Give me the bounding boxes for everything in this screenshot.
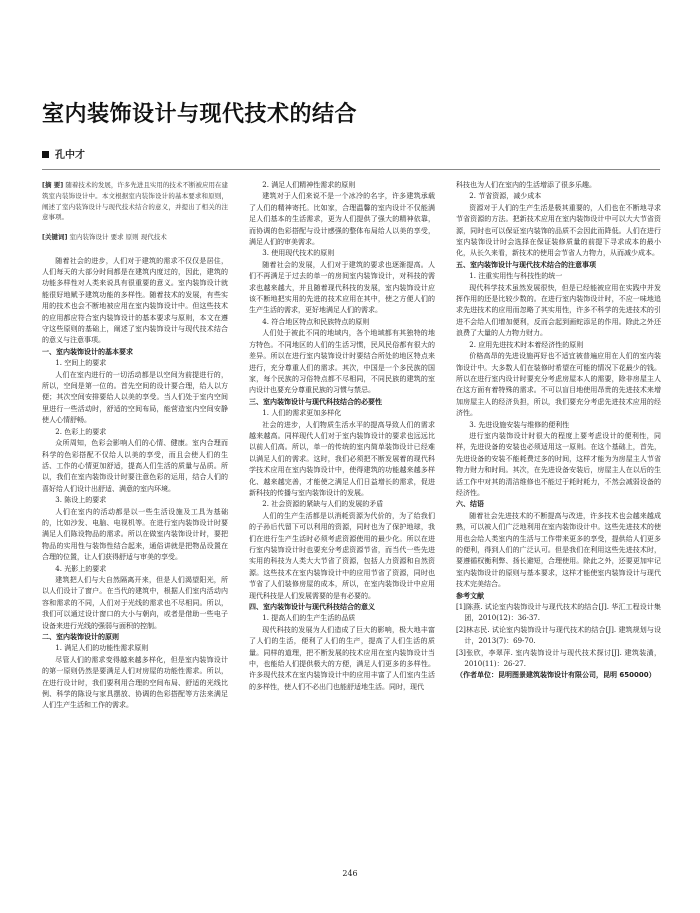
subsection-heading: 3. 先进设施安装与维修的便利性: [469, 420, 570, 429]
paragraph: 人们在室内进行的一切活动都是以空间为前提进行的，所以，空间是第一位的。首先空间的设计要合理，给人以方便；其次空间安排要给人以美的享受。当人们处于室内空间里进行一些活动时，舒适的空间布局，能营造室内空间安静使人心情舒畅。: [42, 370, 228, 425]
subsection-heading: 1. 人们的需求更加多样化: [262, 409, 342, 418]
subsection-heading: 2. 社会资源的紧缺与人们的发展的矛盾: [262, 500, 384, 509]
paragraph: 建筑对于人们来说不是一个冰冷的名字，许多建筑承载了人们的精神寄托。比如家，合理温馨的室内设计不仅能满足人们基本的生活需求，更为人们提供了强大的精神依靠，而协调的色彩搭配与设计感强的整体布局给人以美的享受，满足人们的审美需求。: [249, 192, 435, 247]
subsection-heading: 2. 色彩上的要求: [55, 427, 107, 436]
subsection-heading: 2. 应用先进技术时本着经济性的原则: [469, 340, 584, 349]
paragraph: 现代科技的发展为人们造成了巨大的影响，极大地丰富了人们的生活，便利了人们的生产，提高了人们生活的质量。同样的道理，把不断发展的技术应用在室内装饰设计当中，也能给人们提供极大的方便，满足人们更多的多样性。许多现代技术在室内装饰设计中的应用丰富了人们室内生活的多样性，使人们不必出门也能舒适地生活。同时，现代: [249, 625, 435, 691]
section-heading: 一、室内装饰设计的基本要求: [42, 347, 133, 356]
paragraph: 价格高昂的先进设施再好也不适宜被普遍应用在人们的室内装饰设计中。大多数人们在装修时希望在可能的情况下花最少的钱。所以在进行室内设计时要充分考虑房屋本人的需要，除非房屋主人在这方面有着特殊的需求。不可以盲目地使用昂贵的先进技术来增加房屋主人的经济负担，所以，我们要充分考虑先进技术应用的经济性。: [456, 352, 661, 418]
author-name: 孔中才: [55, 150, 85, 161]
column-1: [42, 180, 228, 870]
abstract-label: [摘 要]: [42, 181, 64, 189]
subsection-heading: 1. 注重实用性与科技性的统一: [469, 272, 563, 281]
column-1-body: [42, 256, 228, 712]
paragraph: 社会的进步，人们物质生活水平的提高导致人们的需求越来越高。同样现代人们对于室内装饰设计的要求也远远比以前人们高。所以，单一的传统的室内简单装饰设计已经难以满足人们的需求。这时，我们必须把不断发展着的现代科学技术应用在室内装饰设计中，使得建筑的功能越来越多样化、越来越完善，才能使之满足人们日益增长的需求，促进新科技的传播与室内装饰设计的发展。: [249, 420, 435, 497]
paragraph: 现代科学技术虽然发展很快，但是已经能被应用在实践中并发挥作用的还是比较少数的。在进行室内装饰设计时，不应一味地追求先进技术的应用而忽略了其实用性，许多不科学的先进技术的引进不会给人们增加便利，反而会起到画蛇添足的作用。除此之外还浪费了大量的人力物力财力。: [456, 283, 661, 338]
subsection-heading: 4. 符合地区特点和民族特点的原则: [262, 317, 370, 326]
subsection-heading: 1. 提高人们的生产生活的品质: [262, 614, 356, 623]
reference-item: [2]林志民. 试论室内装饰设计与现代技术的结合[J]. 建筑规划与设计，2013(7)：69-70.: [456, 625, 661, 646]
subsection-heading: 3. 陈设上的要求: [55, 496, 107, 505]
title-divider: [42, 169, 660, 170]
paragraph: 随着社会先进技术的不断提高与改进，许多技术也会越来越成熟，可以被人们广泛地利用在室内装饰设计中。这些先进技术的使用也会给人类室内的生活与工作带来更多的享受，提供给人们更多的便利，得到人们的广泛认可。但是我们在利用这些先进技术时，要遵循权衡利弊、扬长避短，合理使用。除此之外，还要更加牢记室内装饰设计的原则与基本要求，这样才能使室内装饰设计与现代技术完美结合。: [456, 511, 661, 589]
paragraph: 人们的生产生活都是以消耗资源为代价的，为了给我们的子孙后代留下可以利用的资源，同时也为了保护地球，我们在进行生产生活时必须考虑资源使用的最少化。所以在进行室内装饰设计时也要充分考虑资源节省，而当代一些先进实用的科技为人类大大节省了资源，包括人力资源和自然资源。这些技术在室内装饰设计中的应用节省了资源，同时也节省了人们装修房屋的成本，所以，在室内装饰设计中应用现代科技是人们发展需要的是有必要的。: [249, 511, 435, 600]
abstract-text: 随着技术的发展，许多先进且实用的技术不断被应用在建筑室内装饰设计中。本文根据室内装饰设计的基本要求和原则，阐述了室内装饰设计与现代技术结合的意义，并提出了相关的注意事项。: [42, 181, 228, 222]
keywords-label: [关键词]: [42, 233, 68, 242]
square-bullet-icon: [42, 151, 49, 158]
paragraph: 建筑把人们与大自然隔离开来，但是人们渴望阳光，所以人们设计了窗户。在当代的建筑中，根据人们室内活动内容和需求的不同，人们对于光线的需求也不尽相同。所以，我们可以通过设计窗口的大小与朝向，或者是借助一些电子设备来进行光线的强弱与面积的控制。: [42, 575, 228, 630]
subsection-heading: 3. 使用现代技术的原则: [262, 249, 335, 258]
paragraph: 人们处于被此不同的地域内，各个地域都有其独特的地方特色。不同地区的人们的生活习惯，民风民俗都有很大的差异。所以在进行室内装饰设计时要结合所处的地区特点来进行，充分尊重人们的需求。其次，中国是一个多民族的国家，每个民族的习俗特点都不尽相同，不同民族的建筑的室内设计也要充分尊重民族的习惯与禁忌。: [249, 329, 435, 395]
section-heading: 三、室内装饰设计与现代科技结合的必要性: [249, 397, 382, 406]
paragraph: 资源对于人们的生产生活是极其重要的，人们也在不断地寻求节省资源的方法。把新技术应用在室内装饰设计中可以大大节省资源，同时也可以保证室内装饰的品质不会因此而降低。人们在进行室内装饰设计时会选择在保证装修质量的前提下寻求成本的最小化，从长久来看，新技术的使用会节省人力物力，从而减少成本。: [456, 203, 661, 258]
author-line: [42, 146, 85, 161]
section-heading: 二、室内装饰设计的原则: [42, 633, 119, 641]
column-2: [249, 180, 435, 870]
keywords: [42, 232, 228, 243]
author-affiliation: （作者单位：昆明图景建筑装饰设计有限公司，昆明 650000）: [456, 671, 656, 680]
column-3: [456, 180, 661, 870]
article-title: 室内装饰设计与现代技术的结合: [42, 102, 358, 127]
paragraph: 进行室内装饰设计时很大的程度上要考虑设计的便利性，同样，先进设备的安装也必须适用这一原则。在这个基础上，首先，先进设备的安装不能耗费过多的时间，这样才能为为房屋主人节省物力财力和时间。其次，在先进设备安装后，房屋主人在以后的生活工作中对其的清洁维修也不能过于耗时耗力，不然会减弱设备的经济性。: [456, 431, 661, 497]
column-2-body: [249, 180, 435, 693]
keywords-text: 室内装饰设计 要求 原则 现代技术: [69, 233, 167, 242]
paragraph: 科技也为人们在室内的生活增添了很多乐趣。: [456, 181, 596, 189]
section-heading: 五、室内装饰设计与现代技术结合的注意事项: [456, 260, 596, 269]
page-number: 246: [342, 869, 358, 878]
section-heading: 四、室内装饰设计与现代科技结合的意义: [249, 603, 375, 612]
abstract: [42, 180, 228, 223]
reference-item: [3]张欣，李翠萍. 室内装饰设计与现代技术探讨[J]. 建筑装潢，2010(11)：26-27.: [456, 648, 661, 669]
subsection-heading: 1. 空间上的要求: [55, 359, 107, 368]
subsection-heading: 2. 节省资源，减少成本: [469, 192, 542, 201]
section-heading: 六、结语: [456, 500, 484, 509]
subsection-heading: 1. 满足人们的功能性需求原则: [55, 644, 149, 653]
subsection-heading: 2. 满足人们精神性需求的原则: [262, 181, 356, 189]
paragraph: 众所周知，色彩会影响人们的心情、健康。室内合理而科学的色彩搭配不仅给人以美的享受，而且会使人们的生活、工作的心情更加舒适，提高人们生活的质量与品质。所以，我们在室内装饰设计时要注意色彩的运用，结合人们的喜好给人们设计出舒适、满意的室内环境。: [42, 439, 228, 493]
section-heading: 参考文献: [456, 591, 484, 600]
column-3-body: [456, 180, 661, 682]
reference-item: [1]陈燕. 试论室内装饰设计与现代技术的结合[J]. 华汇工程设计集团，2010(12)：36-37.: [456, 603, 661, 623]
subsection-heading: 4. 光影上的要求: [55, 564, 107, 573]
paragraph: 人们在室内的活动都是以一些生活设施及工具为基础的，比如沙发、电脑、电视机等。在进行室内装饰设计时要满足人们陈设物品的需求。所以在做室内装饰设计时，要把物品的实用性与装饰性结合起来，通俗讲就是把物品设置在合理的位置，让人们获得舒适与审美的享受。: [42, 507, 228, 562]
paragraph: 随着社会的进步，人们对于建筑的需求不仅仅是居住，人们每天的大部分时间都是在建筑内度过的，因此，建筑的功能多样性对人类来说具有很重要的意义。室内装饰设计就能很好地赋予建筑功能的多样性。随着技术的发展，有些实用的技术也会不断地被应用在室内装饰设计中。但这些技术的应用都应符合室内装饰设计的基本要求与原则，本文在遵守这些原则的基础上，阐述了室内装饰设计与现代技术结合的意义与注意事项。: [42, 256, 228, 345]
paragraph: 尽管人们的需求变得越来越多样化，但是室内装饰设计的第一原则仍然是要满足人们对房屋的功能性需求。所以，在进行设计时，我们要利用合理的空间布局、舒适的光线比例、科学的陈设与家具摆放、协调的色彩搭配等方法来满足人们生产生活和工作的需求。: [42, 655, 228, 710]
paragraph: 随着社会的发展，人们对于建筑的要求也逐渐提高。人们不再满足于过去的单一的房间室内装饰设计，对科技的需求也越来越大，并且随着现代科技的发展，室内装饰设计应该不断地把实用的先进的技术应用在其中，使之方便人们的生产生活的需求，更好地满足人们的需求。: [249, 260, 435, 315]
